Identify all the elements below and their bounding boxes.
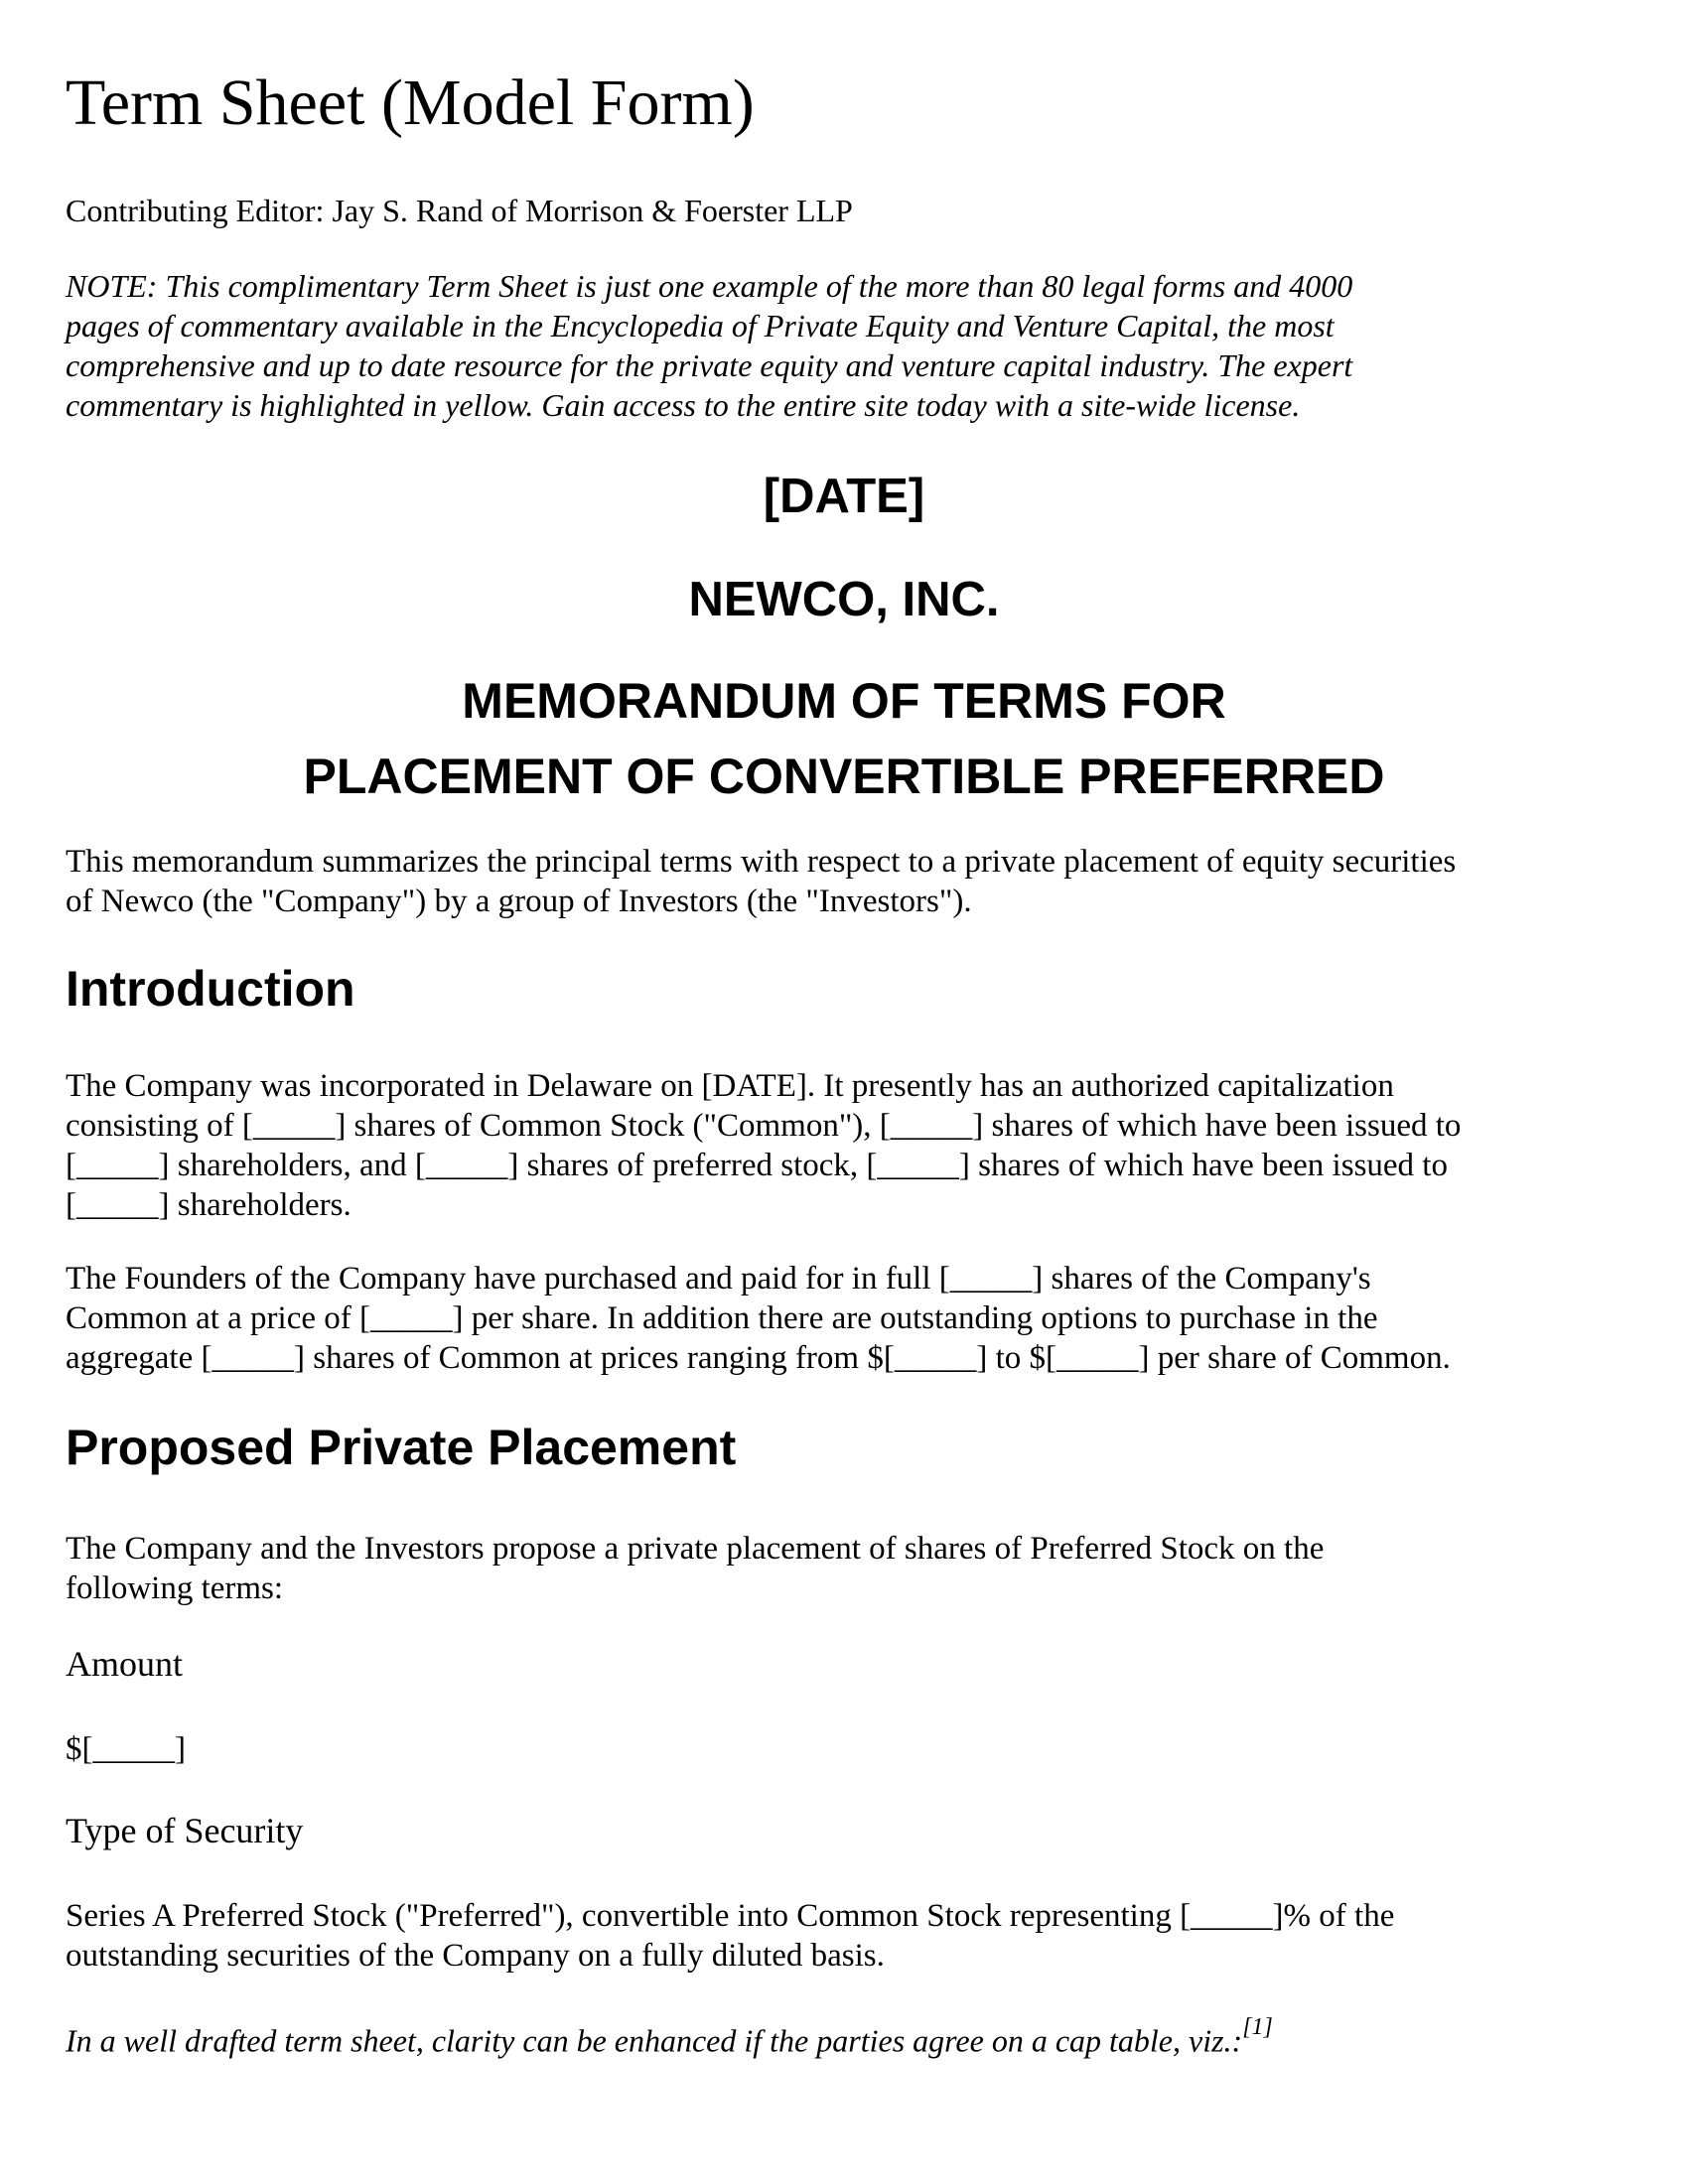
paragraph-line: The Founders of the Company have purchased and paid for in full [_____] shares of the Company's <box>66 1261 1371 1297</box>
paragraph-line: outstanding securities of the Company on a fully diluted basis. <box>66 1938 885 1974</box>
security-type-label: Type of Security <box>66 1811 304 1850</box>
private-placement-heading: Proposed Private Placement <box>66 1420 737 1475</box>
paragraph-line: of Newco (the "Company") by a group of Investors (the "Investors"). <box>66 884 972 919</box>
note-line: commentary is highlighted in yellow. Gain access to the entire site today with a site-wide license. <box>66 387 1301 423</box>
paragraph-line: consisting of [_____] shares of Common Stock ("Common"), [_____] shares of which have been issued to <box>66 1108 1462 1144</box>
paragraph-line: [_____] shareholders, and [_____] shares of preferred stock, [_____] shares of which have been issued to <box>66 1148 1448 1183</box>
date-heading: [DATE] <box>763 470 925 523</box>
founders-paragraph <box>66 1259 1644 1378</box>
promotional-note <box>66 266 1634 425</box>
paragraph-line: This memorandum summarizes the principal terms with respect to a private placement of equity securities <box>66 844 1457 880</box>
company-heading: NEWCO, INC. <box>688 573 1000 626</box>
paragraph-line: following terms: <box>66 1570 284 1606</box>
security-type-paragraph <box>66 1896 1644 1976</box>
memorandum-heading-line-2: PLACEMENT OF CONVERTIBLE PREFERRED <box>303 749 1385 804</box>
amount-label: Amount <box>66 1644 184 1684</box>
note-line: NOTE: This complimentary Term Sheet is just one example of the more than 80 legal forms and 4000 <box>66 268 1353 304</box>
introduction-heading: Introduction <box>66 961 355 1017</box>
memorandum-heading-line-1: MEMORANDUM OF TERMS FOR <box>462 673 1226 729</box>
contributing-editor-line: Contributing Editor: Jay S. Rand of Morrison & Foerster LLP <box>66 193 853 228</box>
paragraph-line: Series A Preferred Stock ("Preferred"), convertible into Common Stock representing [_____]% of the <box>66 1898 1395 1934</box>
note-line: comprehensive and up to date resource for the private equity and venture capital industry. The expert <box>66 347 1353 383</box>
paragraph-line: The Company and the Investors propose a private placement of shares of Preferred Stock on the <box>66 1531 1325 1567</box>
paragraph-line: [_____] shareholders. <box>66 1187 352 1223</box>
note-line: pages of commentary available in the Encyclopedia of Private Equity and Venture Capital, the most <box>66 308 1335 343</box>
paragraph-line: Common at a price of [_____] per share. In addition there are outstanding options to purchase in the <box>66 1300 1378 1336</box>
footnote-reference-link[interactable]: [1] <box>1242 2014 1273 2040</box>
capitalization-paragraph <box>66 1066 1644 1225</box>
amount-value: $[_____] <box>66 1731 186 1767</box>
cap-table-note-text: In a well drafted term sheet, clarity can be enhanced if the parties agree on a cap table, viz.: <box>66 2022 1243 2059</box>
placement-proposal-paragraph <box>66 1529 1644 1608</box>
cap-table-commentary <box>66 2013 1273 2061</box>
paragraph-line: The Company was incorporated in Delaware on [DATE]. It presently has an authorized capitalization <box>66 1068 1394 1104</box>
document-title: Term Sheet (Model Form) <box>66 67 755 139</box>
paragraph-line: aggregate [_____] shares of Common at prices ranging from $[_____] to $[_____] per share of Common. <box>66 1340 1451 1376</box>
memorandum-summary-paragraph <box>66 842 1644 921</box>
